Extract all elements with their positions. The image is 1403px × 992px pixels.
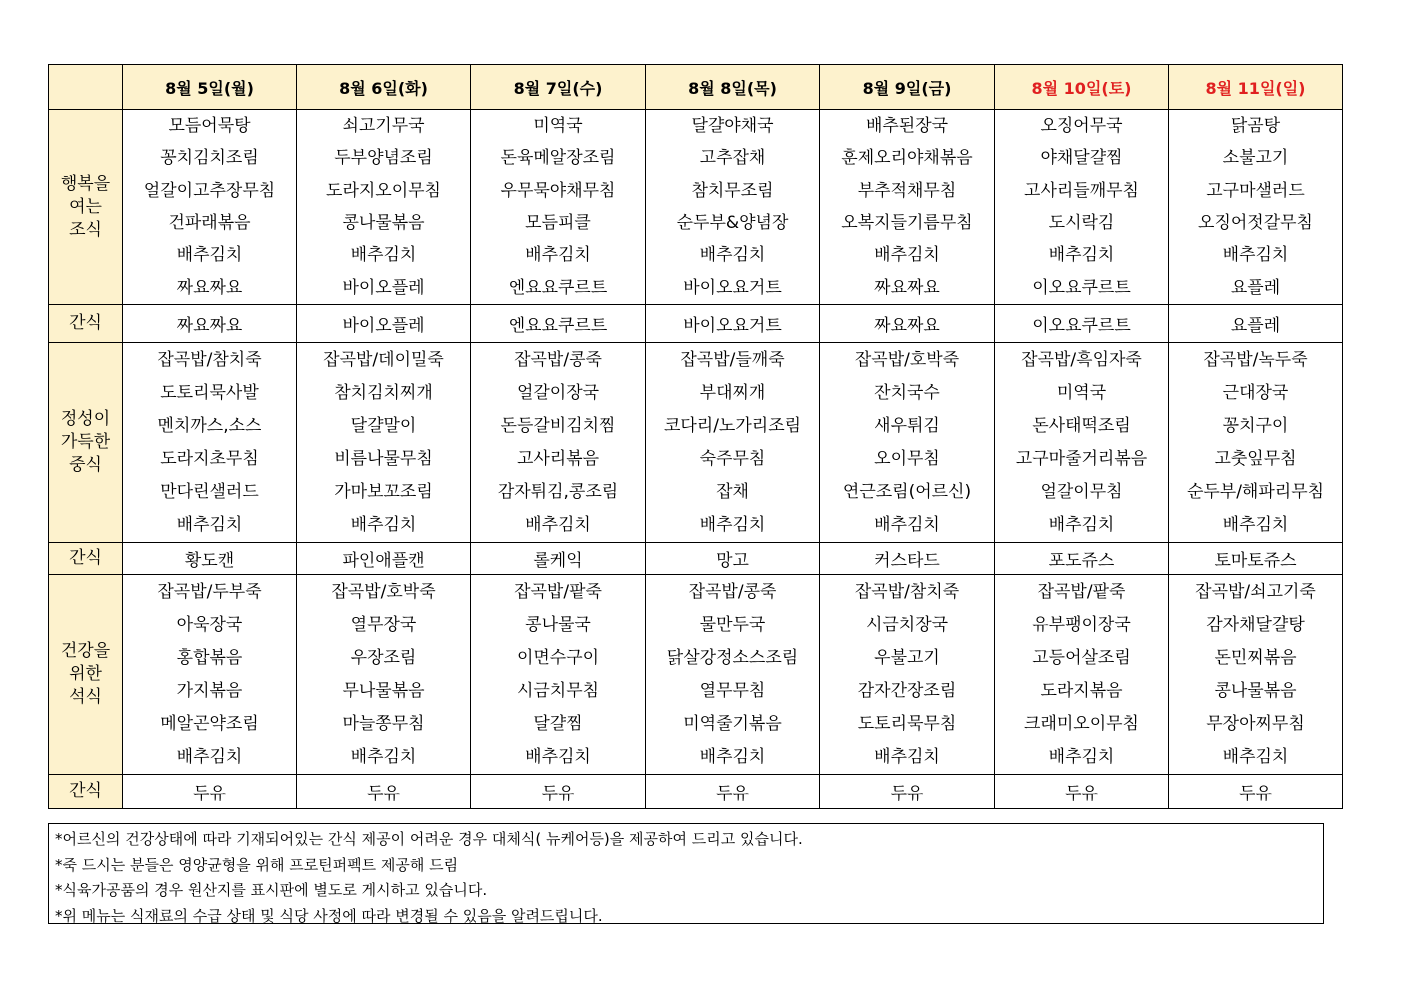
menu-item: 배추김치 [525,245,591,266]
menu-item: 배추김치 [525,515,591,536]
menu-cell [123,110,297,305]
meal-label: 건강을 위한 석식 [49,575,123,775]
menu-item: 고사리볶음 [516,449,600,470]
menu-cell [297,575,471,775]
snack-cell: 두유 [646,775,820,809]
meal-row-dinner [49,575,1343,775]
menu-item: 배추김치 [176,515,243,536]
menu-cell [820,343,995,543]
menu-item: 배추김치 [874,747,940,768]
menu-item: 배추김치 [1048,245,1115,266]
menu-cell [995,575,1169,775]
menu-item: 얼갈이고추장무침 [143,180,276,201]
menu-cell [297,110,471,305]
menu-item: 배추김치 [176,245,243,266]
menu-items [471,575,645,774]
menu-item: 잡곡밥/참치죽 [854,581,960,602]
menu-item: 마늘쫑무침 [342,714,425,735]
menu-item: 근대장국 [1222,382,1289,403]
menu-item: 크래미오이무침 [1024,714,1139,735]
day-header: 8월 8일(목) [646,65,820,110]
menu-items [123,110,296,304]
menu-cell [995,110,1169,305]
menu-cell [646,110,820,305]
menu-item: 부추적채무침 [857,180,957,201]
note-line: *어르신의 건강상태에 따라 기재되어있는 간식 제공이 어려운 경우 대체식( 뉴케어등)을 제공하여 드리고 있습니다. [55,830,803,848]
menu-cell [471,343,646,543]
menu-item: 바이오요거트 [683,277,782,298]
snack-cell: 두유 [297,775,471,809]
menu-item: 짜요짜요 [176,277,243,298]
menu-item: 배추김치 [1048,747,1115,768]
menu-item: 요플레 [1230,277,1281,298]
snack-row [49,305,1343,343]
menu-item: 꽁치김치조림 [160,148,259,169]
menu-item: 도토리묵사발 [160,382,259,403]
menu-item: 잡곡밥/콩죽 [514,349,602,370]
menu-cell [820,110,995,305]
menu-item: 콩나물국 [525,614,591,635]
menu-cell [123,575,297,775]
menu-cell [646,343,820,543]
menu-items [995,575,1168,774]
menu-item: 짜요짜요 [874,277,940,298]
menu-item: 순두부/해파리무침 [1186,482,1325,503]
day-header: 8월 5일(월) [123,65,297,110]
snack-cell: 바이오플레 [297,305,471,343]
menu-item: 배추김치 [1048,515,1115,536]
menu-cell [297,343,471,543]
snack-row [49,543,1343,575]
menu-item: 배추김치 [350,515,417,536]
menu-item: 도시락김 [1048,213,1115,234]
menu-items [646,343,819,542]
snack-cell: 망고 [646,543,820,575]
menu-item: 열무무침 [699,681,766,702]
menu-item: 잡곡밥/들깨죽 [680,349,785,370]
menu-item: 오징어무국 [1040,116,1123,137]
snack-cell: 롤케익 [471,543,646,575]
menu-item: 비름나물무침 [334,449,433,470]
snack-cell: 두유 [123,775,297,809]
snack-cell: 엔요요쿠르트 [471,305,646,343]
menu-items [297,343,470,542]
menu-item: 배추김치 [350,245,417,266]
menu-item: 달걀찜 [533,714,583,735]
menu-item: 배추김치 [176,747,243,768]
menu-item: 소불고기 [1222,148,1289,169]
menu-item: 잡곡밥/흑임자죽 [1021,349,1142,370]
note-line: *죽 드시는 분들은 영양균형을 위해 프로틴퍼펙트 제공해 드림 [55,855,459,874]
menu-item: 잡곡밥/콩죽 [688,581,777,602]
snack-cell: 짜요짜요 [123,305,297,343]
menu-item: 유부팽이장국 [1032,614,1131,635]
menu-item: 배추김치 [1222,245,1289,266]
menu-items [995,110,1168,304]
notes-box [48,823,1324,924]
menu-item: 멘치까스,소스 [157,415,262,436]
menu-item: 야채달걀찜 [1040,148,1123,169]
meal-label: 정성이 가득한 중식 [49,343,123,543]
snack-row [49,775,1343,809]
menu-item: 돈등갈비김치찜 [500,415,616,436]
menu-item: 미역국 [533,116,583,137]
day-header: 8월 10일(토) [995,65,1169,110]
menu-cell [1169,575,1343,775]
menu-item: 닭곰탕 [1230,116,1281,137]
menu-item: 달걀말이 [350,415,417,436]
menu-item: 순두부&양념장 [676,213,789,234]
menu-item: 배추김치 [874,245,940,266]
menu-item: 잡곡밥/팥죽 [1037,581,1126,602]
menu-item: 얼갈이무침 [1040,482,1123,503]
snack-label: 간식 [49,543,123,575]
snack-label: 간식 [49,775,123,809]
menu-item: 오이무침 [874,449,940,470]
menu-item: 콩나물볶음 [1214,681,1297,702]
menu-item: 우불고기 [874,647,940,668]
menu-items [297,110,470,304]
menu-item: 쇠고기무국 [342,116,425,137]
menu-items [1169,343,1342,542]
snack-cell: 두유 [1169,775,1343,809]
menu-item: 참치김치찌개 [334,382,433,403]
menu-item: 도라지볶음 [1040,681,1123,702]
menu-item: 미역국 [1056,382,1107,403]
menu-item: 가지볶음 [176,681,243,702]
menu-item: 오복지들기름무침 [841,213,973,234]
snack-cell: 이오요쿠르트 [995,305,1169,343]
menu-item: 배추된장국 [865,116,949,137]
menu-item: 코다리/노가리조림 [663,415,802,436]
menu-item: 잡곡밥/팥죽 [514,581,602,602]
meal-row-lunch [49,343,1343,543]
menu-cell [646,575,820,775]
header-row [49,65,1343,110]
menu-item: 아욱장국 [176,614,243,635]
menu-item: 엔요요쿠르트 [508,277,608,298]
snack-cell: 파인애플캔 [297,543,471,575]
menu-item: 고사리들깨무침 [1024,180,1139,201]
menu-item: 배추김치 [525,747,591,768]
menu-items [646,575,819,774]
snack-cell: 두유 [995,775,1169,809]
menu-item: 고춧잎무침 [1214,449,1297,470]
note-line: *위 메뉴는 식재료의 수급 상태 및 식당 사정에 따라 변경될 수 있음을 알려드립니다. [55,906,603,925]
menu-item: 배추김치 [699,515,766,536]
snack-label: 간식 [49,305,123,343]
menu-item: 잡채 [716,482,749,503]
menu-items [646,110,819,304]
menu-items [123,343,296,542]
menu-cell [820,575,995,775]
menu-item: 배추김치 [350,747,417,768]
menu-items [820,110,994,304]
menu-item: 새우튀김 [874,415,940,436]
menu-item: 잔치국수 [874,382,940,403]
menu-items [471,110,645,304]
menu-item: 잡곡밥/두부죽 [157,581,262,602]
menu-cell [1169,110,1343,305]
menu-item: 도라지초무침 [160,449,259,470]
menu-items [1169,110,1342,304]
snack-cell: 짜요짜요 [820,305,995,343]
menu-item: 돈육메알장조림 [500,148,616,169]
menu-item: 두부양념조림 [334,148,433,169]
menu-item: 꽁치구이 [1222,415,1289,436]
meal-row-breakfast [49,110,1343,305]
menu-item: 우무묵야채무침 [500,180,616,201]
menu-item: 오징어젓갈무침 [1198,213,1313,234]
menu-item: 바이오플레 [342,277,425,298]
menu-item: 돈민찌볶음 [1214,647,1297,668]
menu-item: 감자채달걀탕 [1206,614,1305,635]
menu-item: 무나물볶음 [342,681,425,702]
menu-item: 돈사태떡조림 [1032,415,1131,436]
snack-cell: 토마토쥬스 [1169,543,1343,575]
menu-body [49,110,1343,809]
menu-item: 우장조림 [350,647,417,668]
day-header: 8월 6일(화) [297,65,471,110]
snack-cell: 두유 [820,775,995,809]
corner-cell [49,65,123,110]
menu-item: 잡곡밥/녹두죽 [1203,349,1308,370]
menu-item: 훈제오리야채볶음 [841,148,973,169]
menu-items [995,343,1168,542]
menu-item: 연근조림(어르신) [842,482,972,503]
day-header: 8월 11일(일) [1169,65,1343,110]
menu-item: 시금치장국 [865,614,949,635]
menu-cell [1169,343,1343,543]
menu-item: 감자튀김,콩조림 [497,482,619,503]
menu-item: 배추김치 [699,747,766,768]
snack-cell: 포도쥬스 [995,543,1169,575]
meal-label: 행복을 여는 조식 [49,110,123,305]
menu-item: 달걀야채국 [691,116,774,137]
menu-item: 고구마줄거리볶음 [1015,449,1148,470]
menu-item: 고구마샐러드 [1206,180,1305,201]
menu-items [820,575,994,774]
menu-cell [471,110,646,305]
menu-item: 도라지오이무침 [326,180,441,201]
menu-item: 잡곡밥/쇠고기죽 [1195,581,1316,602]
snack-cell: 바이오요거트 [646,305,820,343]
menu-item: 모듬피클 [525,213,591,234]
note-line: *식육가공품의 경우 원산지를 표시판에 별도로 게시하고 있습니다. [55,881,488,899]
menu-item: 물만두국 [699,614,766,635]
menu-items [471,343,645,542]
snack-cell: 황도캔 [123,543,297,575]
menu-item: 잡곡밥/데이밀죽 [323,349,444,370]
snack-cell: 커스타드 [820,543,995,575]
menu-item: 모듬어묵탕 [168,116,251,137]
menu-item: 미역줄기볶음 [683,714,782,735]
snack-cell: 요플레 [1169,305,1343,343]
menu-item: 콩나물볶음 [342,213,425,234]
menu-item: 감자간장조림 [857,681,957,702]
menu-item: 홍합볶음 [176,647,243,668]
menu-item: 도토리묵무침 [857,714,957,735]
menu-item: 시금치무침 [516,681,600,702]
menu-item: 배추김치 [874,515,940,536]
menu-item: 배추김치 [1222,515,1289,536]
menu-item: 고추잡채 [699,148,766,169]
menu-items [820,343,994,542]
day-header: 8월 7일(수) [471,65,646,110]
menu-item: 잡곡밥/참치죽 [157,349,262,370]
menu-item: 열무장국 [350,614,417,635]
menu-items [1169,575,1342,774]
menu-item: 만다린샐러드 [160,482,259,503]
menu-items [297,575,470,774]
menu-item: 부대찌개 [699,382,766,403]
menu-item: 이오요쿠르트 [1032,277,1131,298]
menu-item: 잡곡밥/호박죽 [854,349,960,370]
menu-item: 참치무조림 [691,180,774,201]
menu-item: 이면수구이 [516,647,600,668]
menu-item: 메알곤약조림 [160,714,259,735]
menu-item: 배추김치 [699,245,766,266]
menu-item: 닭살강정소스조림 [666,647,799,668]
menu-item: 무장아찌무침 [1206,714,1305,735]
menu-item: 배추김치 [1222,747,1289,768]
weekly-menu-table [48,64,1343,809]
menu-cell [471,575,646,775]
menu-item: 잡곡밥/호박죽 [331,581,436,602]
menu-item: 숙주무침 [699,449,766,470]
menu-item: 얼갈이장국 [516,382,600,403]
day-header: 8월 9일(금) [820,65,995,110]
menu-item: 고등어살조림 [1032,647,1131,668]
menu-item: 건파래볶음 [168,213,251,234]
menu-items [123,575,296,774]
snack-cell: 두유 [471,775,646,809]
menu-cell [123,343,297,543]
menu-item: 가마보꼬조림 [334,482,433,503]
menu-cell [995,343,1169,543]
